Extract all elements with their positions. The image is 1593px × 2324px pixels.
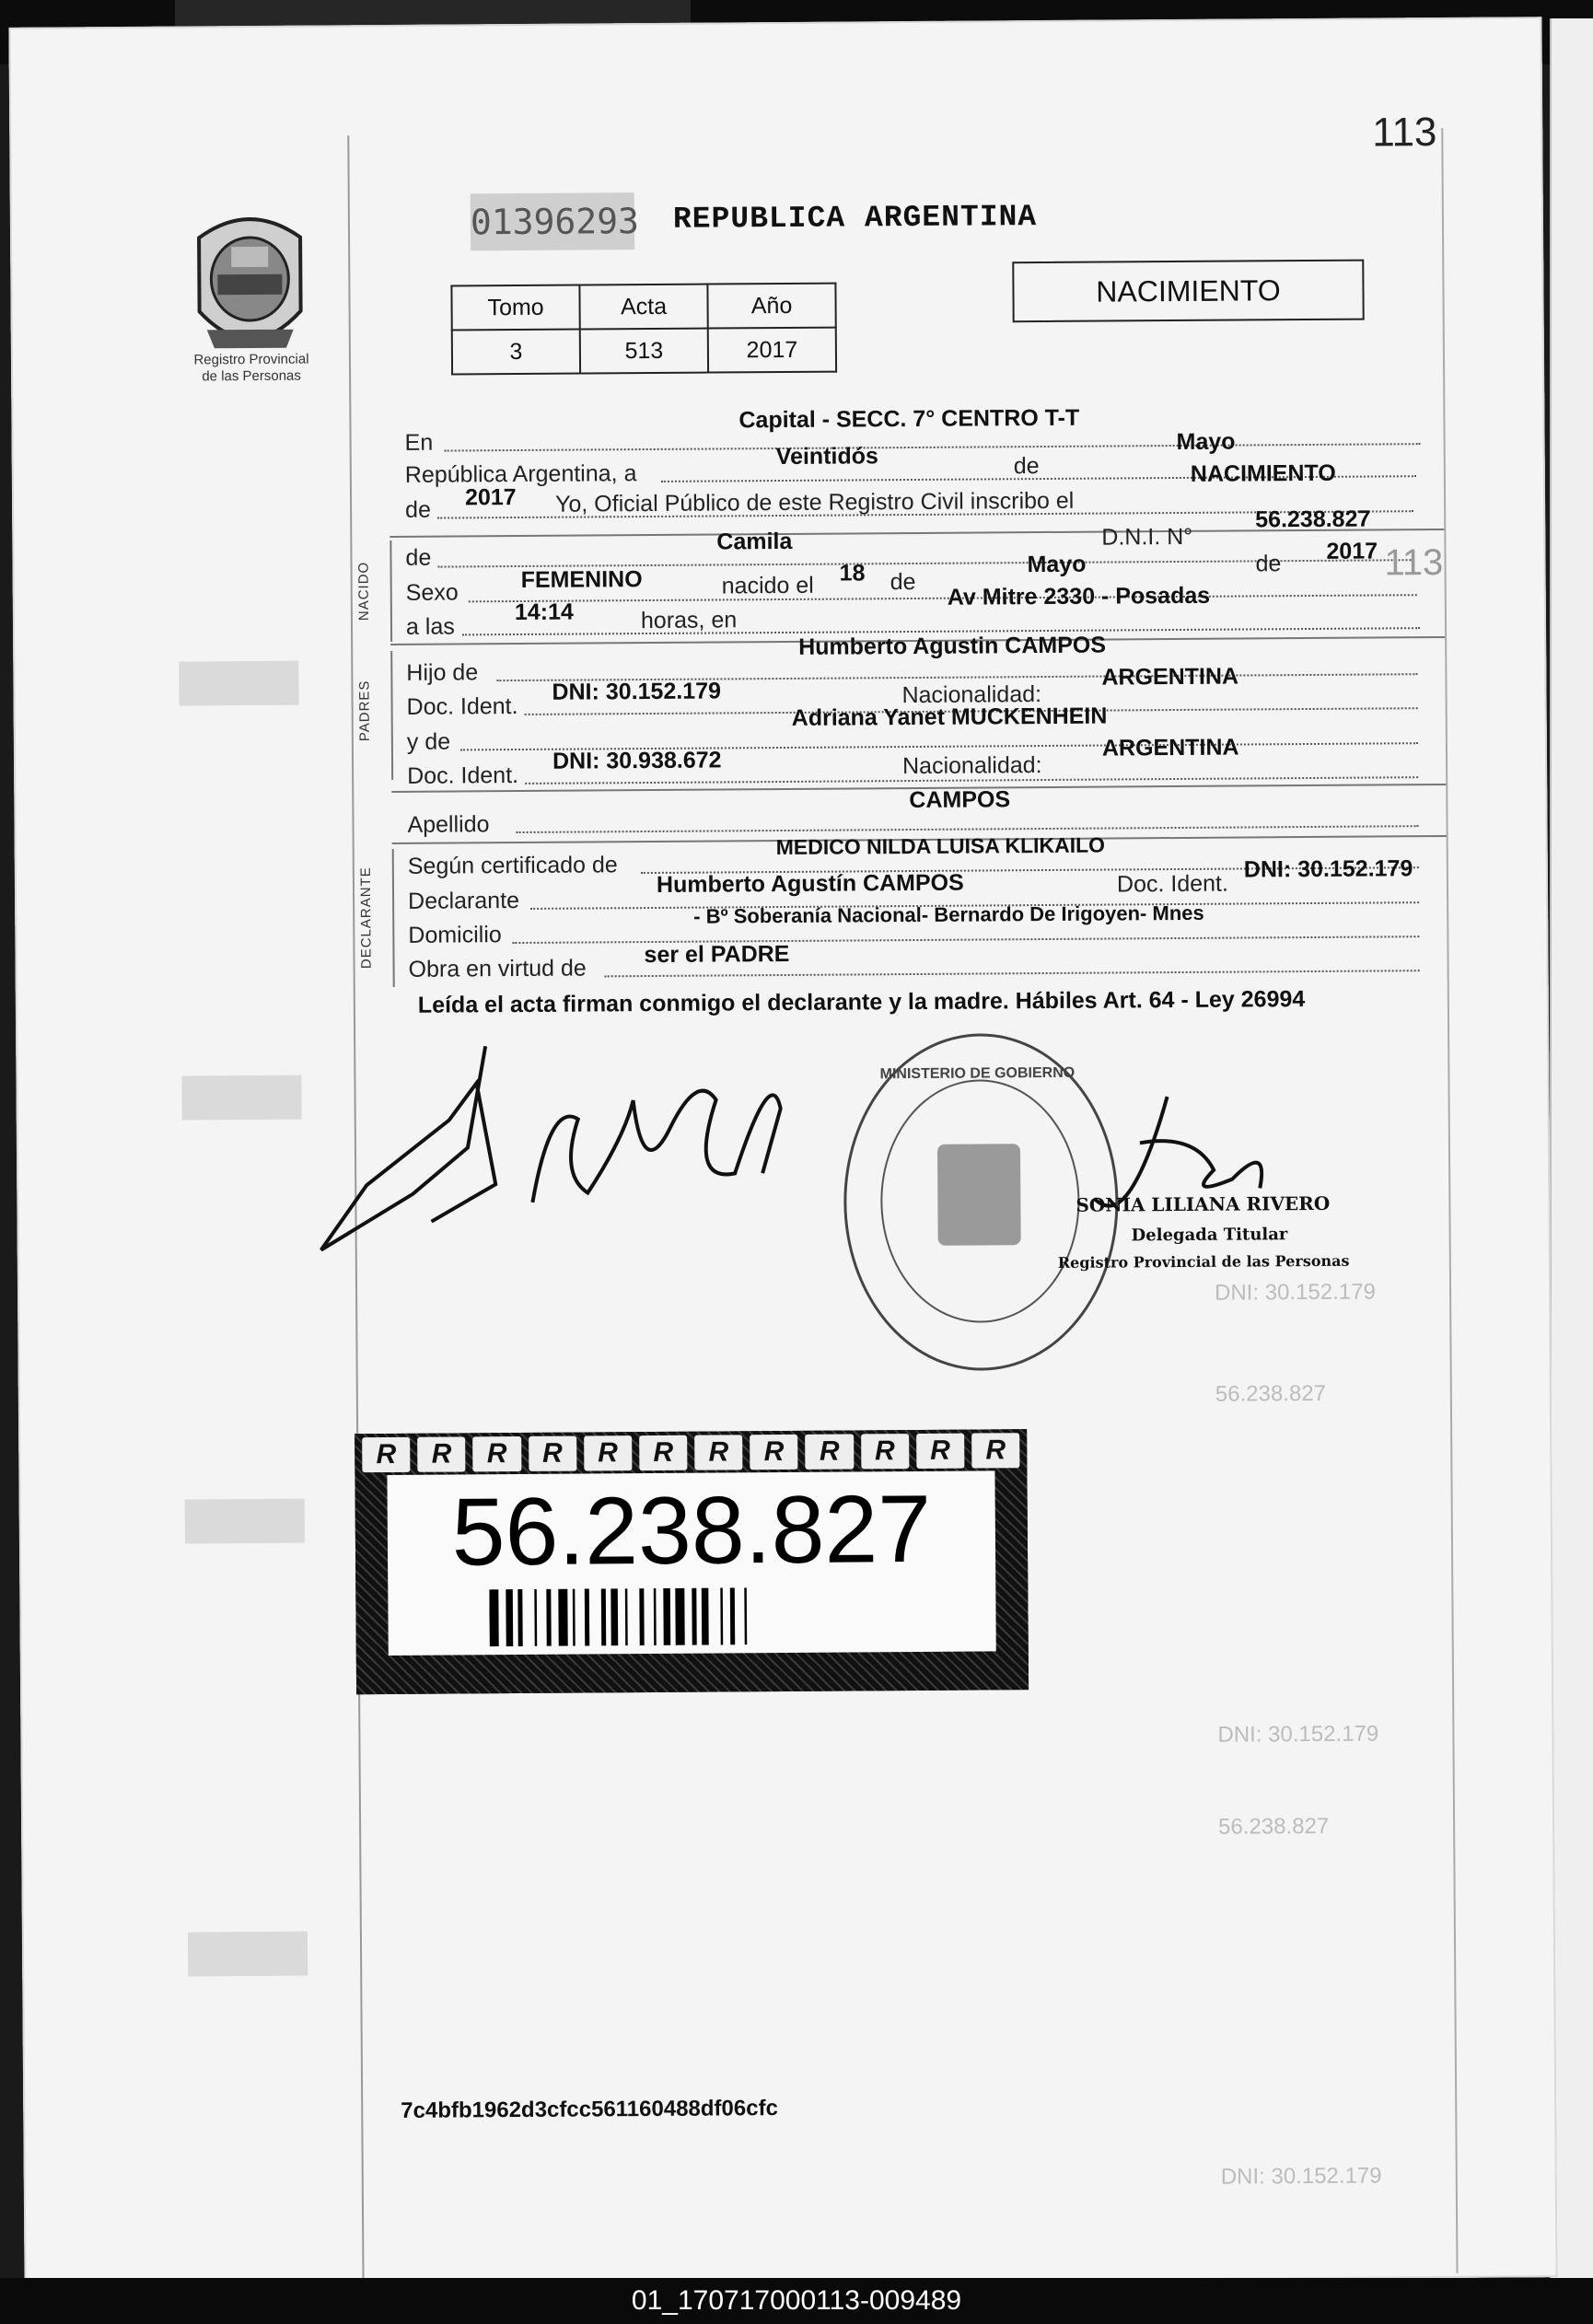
barcode-bar — [654, 1588, 657, 1645]
register-header-row — [451, 284, 835, 331]
nacido-de3-label: de — [1255, 551, 1282, 577]
margin-number: 113 — [1384, 541, 1444, 584]
ghost-text: DNI: 30.152.179 — [1220, 2163, 1382, 2190]
barcode-bar — [558, 1589, 567, 1646]
barcode-bar — [625, 1588, 628, 1645]
inscribo-value: NACIMIENTO — [1190, 459, 1336, 487]
child-dni: 56.238.827 — [1255, 505, 1371, 533]
nacido-de-label: de — [405, 544, 432, 571]
barcode-bar — [744, 1587, 747, 1644]
sticker-r: R — [750, 1435, 797, 1470]
section-marker — [390, 540, 392, 642]
document-hash: 7c4bfb1962d3cfcc561160488df06cfc — [401, 2096, 778, 2123]
padres-section-label: PADRES — [356, 680, 373, 742]
barcode-bar — [610, 1588, 618, 1645]
yde-label: y de — [406, 728, 451, 755]
emblem-caption-line1: Registro Provincial — [193, 351, 309, 368]
ghost-logo — [185, 1499, 305, 1544]
tomo-value: 3 — [452, 330, 580, 375]
ano-value: 2017 — [708, 328, 836, 373]
section-marker — [390, 651, 393, 780]
sticker-r: R — [584, 1435, 632, 1470]
sticker-r: R — [417, 1436, 465, 1471]
nacionalidad-label: Nacionalidad: — [901, 681, 1042, 709]
birth-year: 2017 — [1326, 538, 1378, 564]
child-name: Camila — [716, 528, 793, 555]
ghost-logo — [181, 1075, 301, 1121]
sticker-r: R — [861, 1434, 909, 1469]
misiones-emblem-icon — [190, 210, 310, 358]
sticker-r: R — [529, 1436, 576, 1471]
sticker-card — [387, 1470, 995, 1656]
sticker-r: R — [694, 1435, 742, 1470]
dotted-line — [517, 825, 1419, 833]
birth-day: 18 — [839, 560, 866, 587]
ghost-logo — [188, 1932, 308, 1977]
barcode-bar — [601, 1588, 606, 1645]
declarante-section-label: DECLARANTE — [357, 866, 375, 970]
barcode-bar — [573, 1589, 576, 1646]
barcode-bar — [675, 1588, 684, 1645]
next-page-edge — [1550, 18, 1593, 2283]
sticker-r: R — [971, 1433, 1019, 1468]
closing-statement: Leída el acta firman conmigo el declarante y la madre. Hábiles Art. 64 - Ley 26994 — [417, 986, 1306, 1018]
section-marker — [392, 849, 395, 987]
father-doc: DNI: 30.152.179 — [552, 678, 722, 705]
declarante-label: Declarante — [407, 887, 520, 914]
stamp-text: MINISTERIO DE GOBIERNO — [879, 1064, 1076, 1083]
father-name: Humberto Agustin CAMPOS — [798, 632, 1107, 660]
mother-doc: DNI: 30.938.672 — [552, 747, 722, 774]
mother-signature — [513, 1044, 790, 1230]
dotted-line — [469, 594, 1417, 602]
page-number: 113 — [1372, 110, 1437, 156]
nacido-el-label: nacido el — [721, 572, 814, 599]
emblem-caption-line2: de las Personas — [202, 367, 301, 385]
official-name: SONIA LILIANA RIVERO — [1076, 1191, 1331, 1216]
id-sticker — [355, 1429, 1029, 1694]
en-label: En — [404, 429, 434, 456]
dni-label: D.N.I. N° — [1101, 523, 1193, 551]
barcode-bar — [730, 1587, 735, 1644]
sticker-r: R — [362, 1437, 410, 1472]
certificado-value: MEDICO NILDA LUISA KLIKAILO — [775, 832, 1106, 860]
de-label: de — [1013, 453, 1040, 480]
barcode-bar — [585, 1588, 589, 1645]
record-type-box: NACIMIENTO — [1012, 260, 1364, 323]
ghost-text: DNI: 30.152.179 — [1214, 1279, 1376, 1306]
ano-header: Año — [707, 284, 835, 329]
hijo-label: Hijo de — [406, 659, 479, 686]
declarante-doc: DNI: 30.152.179 — [1243, 855, 1413, 883]
nacido-de2-label: de — [890, 568, 916, 596]
ghost-text: 56.238.827 — [1218, 1813, 1330, 1840]
serial-number: 01396293 — [471, 192, 634, 250]
official-org: Registro Provincial de las Personas — [1057, 1251, 1350, 1272]
father-nationality: ARGENTINA — [1101, 663, 1239, 691]
barcode-bar — [639, 1588, 644, 1645]
sticker-r-strip — [362, 1433, 1019, 1472]
ghost-logo — [179, 661, 298, 706]
nacionalidad-label: Nacionalidad: — [901, 752, 1042, 780]
barcode-icon — [489, 1586, 894, 1646]
barcode-bar — [517, 1589, 522, 1646]
acta-value: 513 — [580, 329, 708, 374]
apellido-label: Apellido — [407, 811, 490, 838]
register-value-row — [452, 328, 836, 375]
scan-filename: 01_170717000113-009489 — [0, 2278, 1593, 2324]
declarante-value: Humberto Agustín CAMPOS — [656, 869, 964, 898]
dotted-line — [445, 443, 1421, 451]
mother-nationality: ARGENTINA — [1101, 734, 1239, 761]
ghost-text: 56.238.827 — [1215, 1380, 1327, 1407]
sexo-value: FEMENINO — [520, 566, 643, 593]
barcode-bar — [692, 1588, 696, 1645]
day-value: Veintidós — [775, 443, 878, 471]
horas-label: horas, en — [640, 607, 738, 634]
declarante-doc-label: Doc. Ident. — [1116, 870, 1228, 898]
alas-label: a las — [405, 613, 455, 640]
mother-name: Adriana Yanet MUCKENHEIN — [791, 703, 1108, 731]
doc-label: Doc. Ident. — [406, 692, 518, 720]
barcode-bar — [702, 1588, 709, 1645]
register-table — [450, 283, 837, 376]
sticker-r: R — [916, 1434, 964, 1469]
year-value: 2017 — [464, 484, 517, 511]
en-value: Capital - SECC. 7° CENTRO T-T — [738, 404, 1080, 434]
birth-place: Av Mitre 2330 - Posadas — [947, 582, 1211, 610]
barcode-bar — [720, 1587, 723, 1644]
republica-label: República Argentina, a — [404, 460, 637, 488]
apellido-value: CAMPOS — [909, 786, 1011, 814]
sticker-r: R — [806, 1434, 854, 1469]
sexo-label: Sexo — [405, 579, 459, 606]
month-value: Mayo — [1176, 428, 1236, 455]
dotted-line — [605, 970, 1420, 977]
nacido-section-label: NACIDO — [355, 561, 372, 622]
country-title: REPUBLICA ARGENTINA — [672, 200, 1038, 237]
barcode-bar — [489, 1589, 498, 1646]
sticker-id-number: 56.238.827 — [451, 1475, 932, 1586]
obra-label: Obra en virtud de — [408, 955, 587, 982]
doc-label: Doc. Ident. — [407, 761, 519, 789]
barcode-bar — [506, 1589, 513, 1646]
barcode-bar — [534, 1589, 537, 1646]
birth-time: 14:14 — [514, 598, 574, 626]
official-role: Delegada Titular — [1131, 1225, 1288, 1246]
stamp-seal-icon — [937, 1144, 1021, 1246]
sticker-r: R — [472, 1436, 520, 1471]
inscribo-text: Yo, Oficial Público de este Registro Civil inscribo el — [554, 487, 1075, 517]
birth-month: Mayo — [1027, 551, 1087, 578]
acta-header: Acta — [579, 285, 707, 330]
domicilio-value: - Bº Soberanía Nacional- Bernardo De Irigoyen- Mnes — [693, 901, 1204, 928]
de2-label: de — [405, 496, 432, 523]
right-margin-line — [1441, 128, 1458, 2273]
certificado-label: Según certificado de — [407, 852, 618, 879]
tomo-header: Tomo — [451, 285, 579, 331]
emblem-caption — [164, 351, 339, 385]
barcode-bar — [546, 1589, 551, 1646]
barcode-bar — [663, 1588, 670, 1645]
birth-certificate-page — [8, 17, 1557, 2288]
sticker-r: R — [639, 1435, 687, 1470]
domicilio-label: Domicilio — [408, 922, 502, 948]
obra-value: ser el PADRE — [644, 940, 790, 969]
ghost-text: DNI: 30.152.179 — [1217, 1721, 1379, 1748]
